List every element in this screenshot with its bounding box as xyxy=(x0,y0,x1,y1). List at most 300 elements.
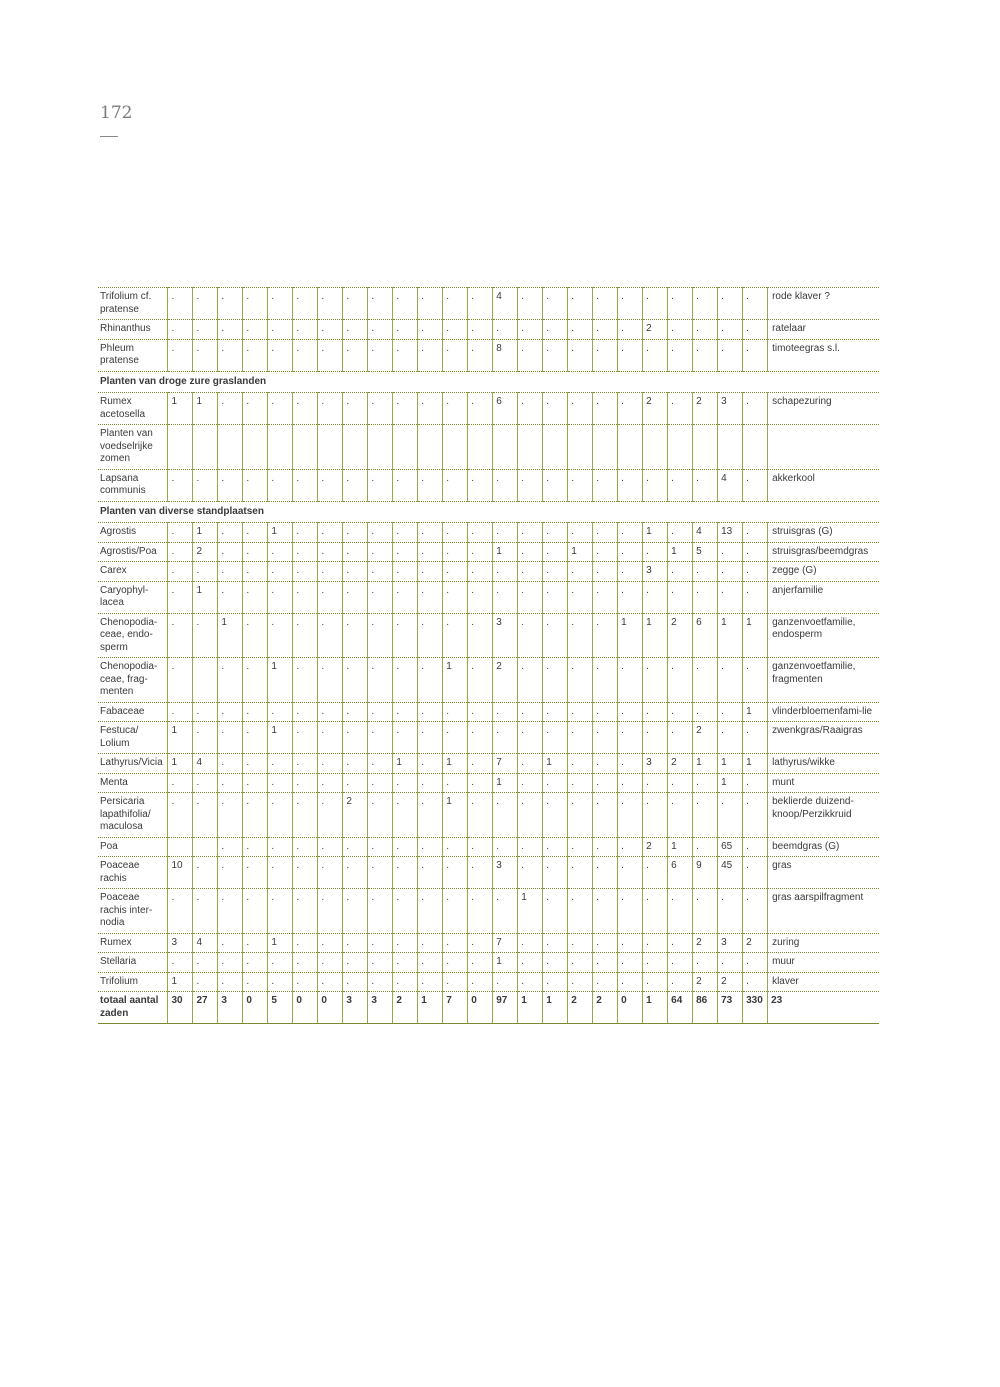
count-cell: . xyxy=(218,857,243,889)
count-cell: . xyxy=(468,933,493,953)
count-cell: . xyxy=(693,562,718,582)
count-cell: . xyxy=(593,393,618,425)
count-cell: . xyxy=(368,837,393,857)
count-cell: . xyxy=(393,339,418,371)
count-cell: . xyxy=(368,469,393,501)
count-cell: . xyxy=(293,857,318,889)
count-cell: . xyxy=(618,857,643,889)
dutch-name: zegge (G) xyxy=(768,562,879,582)
taxon-label: Rumex acetosella xyxy=(98,393,168,425)
taxon-label: Poaceae rachis xyxy=(98,857,168,889)
count-cell: . xyxy=(368,562,393,582)
count-cell: . xyxy=(368,320,393,340)
count-cell: . xyxy=(318,953,343,973)
count-cell: . xyxy=(268,339,293,371)
count-cell: 45 xyxy=(718,857,743,889)
count-cell: . xyxy=(518,933,543,953)
count-cell: . xyxy=(593,562,618,582)
count-cell: . xyxy=(193,972,218,992)
count-cell: . xyxy=(218,542,243,562)
count-cell: . xyxy=(543,613,568,658)
count-cell xyxy=(568,425,593,470)
count-cell: . xyxy=(443,837,468,857)
count-cell: . xyxy=(318,754,343,774)
count-cell: 1 xyxy=(168,754,193,774)
taxon-label: Agrostis/Poa xyxy=(98,542,168,562)
count-cell: . xyxy=(443,469,468,501)
count-cell: . xyxy=(743,837,768,857)
count-cell: 23 xyxy=(768,992,879,1024)
count-cell: 0 xyxy=(243,992,268,1024)
count-cell: 4 xyxy=(193,754,218,774)
count-cell: . xyxy=(468,972,493,992)
count-cell: 1 xyxy=(168,393,193,425)
count-cell: . xyxy=(418,288,443,320)
count-cell: 2 xyxy=(568,992,593,1024)
count-cell: . xyxy=(518,793,543,838)
count-cell: . xyxy=(493,320,518,340)
dutch-name: ganzenvoetfamilie, fragmenten xyxy=(768,658,879,703)
count-cell: . xyxy=(243,889,268,934)
count-cell: . xyxy=(293,933,318,953)
count-cell: 1 xyxy=(743,702,768,722)
count-cell: . xyxy=(393,613,418,658)
count-cell: . xyxy=(243,953,268,973)
count-cell: . xyxy=(743,889,768,934)
count-cell: . xyxy=(468,613,493,658)
taxon-label: Chenopodia-ceae, frag-menten xyxy=(98,658,168,703)
count-cell: . xyxy=(643,702,668,722)
count-cell: 1 xyxy=(668,837,693,857)
count-cell: . xyxy=(343,469,368,501)
count-cell: 1 xyxy=(568,542,593,562)
count-cell: . xyxy=(518,469,543,501)
count-cell: . xyxy=(543,393,568,425)
count-cell: . xyxy=(618,953,643,973)
count-cell: 86 xyxy=(693,992,718,1024)
count-cell: . xyxy=(318,613,343,658)
count-cell: . xyxy=(368,702,393,722)
count-cell: . xyxy=(543,933,568,953)
dutch-name: lathyrus/wikke xyxy=(768,754,879,774)
count-cell xyxy=(718,425,743,470)
table-row xyxy=(98,754,879,774)
taxon-label: Rumex xyxy=(98,933,168,953)
taxon-label: Poa xyxy=(98,837,168,857)
dutch-name: timoteegras s.l. xyxy=(768,339,879,371)
count-cell: 1 xyxy=(718,754,743,774)
count-cell: 1 xyxy=(193,393,218,425)
count-cell: . xyxy=(293,658,318,703)
count-cell: . xyxy=(718,889,743,934)
count-cell: . xyxy=(368,889,393,934)
count-cell: 6 xyxy=(693,613,718,658)
count-cell: . xyxy=(743,793,768,838)
count-cell: . xyxy=(718,722,743,754)
count-cell: . xyxy=(518,523,543,543)
count-cell: . xyxy=(743,523,768,543)
count-cell: . xyxy=(268,857,293,889)
count-cell: . xyxy=(518,658,543,703)
count-cell: . xyxy=(493,889,518,934)
count-cell: 65 xyxy=(718,837,743,857)
count-cell: 2 xyxy=(693,972,718,992)
count-cell: . xyxy=(343,857,368,889)
count-cell: . xyxy=(243,837,268,857)
taxon-label: Caryophyl-lacea xyxy=(98,581,168,613)
count-cell: . xyxy=(193,889,218,934)
count-cell xyxy=(193,658,218,703)
count-cell: . xyxy=(543,857,568,889)
count-cell: . xyxy=(643,773,668,793)
taxon-label: Festuca/ Lolium xyxy=(98,722,168,754)
count-cell xyxy=(268,425,293,470)
count-cell: . xyxy=(643,722,668,754)
count-cell: . xyxy=(518,339,543,371)
count-cell: 2 xyxy=(593,992,618,1024)
count-cell: . xyxy=(243,288,268,320)
count-cell: . xyxy=(393,953,418,973)
count-cell: 5 xyxy=(268,992,293,1024)
dutch-name: beemdgras (G) xyxy=(768,837,879,857)
count-cell: . xyxy=(518,542,543,562)
count-cell: . xyxy=(643,972,668,992)
dutch-name: ratelaar xyxy=(768,320,879,340)
taxon-label: Poaceae rachis inter-nodia xyxy=(98,889,168,934)
table-row xyxy=(98,972,879,992)
count-cell: . xyxy=(668,658,693,703)
taxon-label: Lathyrus/Vicia xyxy=(98,754,168,774)
count-cell: . xyxy=(593,972,618,992)
count-cell: . xyxy=(443,933,468,953)
count-cell: 2 xyxy=(643,320,668,340)
count-cell: . xyxy=(618,469,643,501)
count-cell: . xyxy=(243,542,268,562)
taxon-label: Trifolium cf. pratense xyxy=(98,288,168,320)
count-cell: . xyxy=(418,581,443,613)
table-row xyxy=(98,288,879,320)
count-cell xyxy=(243,425,268,470)
count-cell: . xyxy=(543,658,568,703)
count-cell: 3 xyxy=(493,857,518,889)
count-cell: . xyxy=(618,837,643,857)
count-cell: . xyxy=(668,953,693,973)
count-cell: 1 xyxy=(643,613,668,658)
count-cell: . xyxy=(368,754,393,774)
count-cell: . xyxy=(193,320,218,340)
count-cell xyxy=(543,425,568,470)
count-cell: . xyxy=(568,581,593,613)
count-cell: 3 xyxy=(718,933,743,953)
count-cell: . xyxy=(718,320,743,340)
count-cell xyxy=(193,837,218,857)
count-cell: 1 xyxy=(268,933,293,953)
count-cell: . xyxy=(368,523,393,543)
count-cell: . xyxy=(568,469,593,501)
count-cell: . xyxy=(668,722,693,754)
count-cell: . xyxy=(393,889,418,934)
count-cell: . xyxy=(693,889,718,934)
taxon-label: Planten van voedselrijke zomen xyxy=(98,425,168,470)
count-cell: . xyxy=(218,339,243,371)
count-cell: . xyxy=(268,613,293,658)
count-cell: . xyxy=(468,857,493,889)
count-cell: . xyxy=(418,523,443,543)
count-cell: . xyxy=(568,754,593,774)
count-cell: . xyxy=(668,933,693,953)
count-cell: . xyxy=(243,613,268,658)
count-cell: . xyxy=(568,393,593,425)
dutch-name: struisgras (G) xyxy=(768,523,879,543)
count-cell: . xyxy=(168,658,193,703)
count-cell: 1 xyxy=(518,889,543,934)
count-cell: . xyxy=(343,837,368,857)
count-cell: . xyxy=(543,793,568,838)
count-cell: . xyxy=(668,320,693,340)
count-cell: . xyxy=(568,320,593,340)
count-cell: . xyxy=(393,320,418,340)
count-cell: . xyxy=(718,288,743,320)
count-cell: . xyxy=(568,857,593,889)
count-cell: 3 xyxy=(218,992,243,1024)
count-cell: . xyxy=(743,581,768,613)
count-cell: . xyxy=(168,469,193,501)
count-cell: . xyxy=(443,889,468,934)
count-cell: . xyxy=(393,542,418,562)
count-cell: . xyxy=(493,523,518,543)
count-cell: 4 xyxy=(693,523,718,543)
count-cell: . xyxy=(318,339,343,371)
count-cell: . xyxy=(343,722,368,754)
count-cell: . xyxy=(568,793,593,838)
count-cell: 1 xyxy=(718,773,743,793)
count-cell: . xyxy=(468,339,493,371)
count-cell: . xyxy=(293,613,318,658)
count-cell: . xyxy=(318,469,343,501)
count-cell: 3 xyxy=(168,933,193,953)
count-cell: . xyxy=(443,393,468,425)
count-cell: 7 xyxy=(493,754,518,774)
count-cell: 2 xyxy=(668,613,693,658)
count-cell: . xyxy=(418,658,443,703)
page-number: 172 xyxy=(100,103,133,123)
count-cell: . xyxy=(343,542,368,562)
count-cell: 10 xyxy=(168,857,193,889)
count-cell: . xyxy=(218,562,243,582)
count-cell: 2 xyxy=(743,933,768,953)
count-cell: . xyxy=(618,754,643,774)
dutch-name: akkerkool xyxy=(768,469,879,501)
count-cell xyxy=(643,425,668,470)
count-cell: . xyxy=(368,288,393,320)
count-cell: . xyxy=(393,702,418,722)
count-cell: . xyxy=(343,523,368,543)
count-cell: . xyxy=(293,754,318,774)
count-cell: . xyxy=(693,469,718,501)
count-cell: . xyxy=(668,523,693,543)
count-cell: 2 xyxy=(493,658,518,703)
count-cell: . xyxy=(443,857,468,889)
count-cell: . xyxy=(418,393,443,425)
count-cell: . xyxy=(218,933,243,953)
count-cell: . xyxy=(368,953,393,973)
count-cell: . xyxy=(643,339,668,371)
count-cell: . xyxy=(518,320,543,340)
count-cell: . xyxy=(568,972,593,992)
count-cell: . xyxy=(518,972,543,992)
count-cell: . xyxy=(393,562,418,582)
count-cell: . xyxy=(568,773,593,793)
count-cell: 2 xyxy=(693,393,718,425)
count-cell: . xyxy=(218,469,243,501)
count-cell: . xyxy=(293,722,318,754)
count-cell: 1 xyxy=(443,793,468,838)
taxon-label: Lapsana communis xyxy=(98,469,168,501)
count-cell: . xyxy=(218,393,243,425)
count-cell: . xyxy=(618,523,643,543)
count-cell: . xyxy=(518,288,543,320)
count-cell: 6 xyxy=(668,857,693,889)
count-cell: . xyxy=(168,288,193,320)
count-cell: . xyxy=(468,658,493,703)
count-cell: . xyxy=(418,857,443,889)
count-cell: . xyxy=(218,523,243,543)
table-row xyxy=(98,523,879,543)
count-cell: . xyxy=(243,773,268,793)
count-cell: . xyxy=(293,889,318,934)
count-cell: . xyxy=(468,320,493,340)
count-cell: . xyxy=(243,523,268,543)
count-cell: 3 xyxy=(368,992,393,1024)
count-cell: . xyxy=(343,562,368,582)
count-cell: . xyxy=(393,722,418,754)
count-cell: 8 xyxy=(493,339,518,371)
count-cell: . xyxy=(218,288,243,320)
count-cell: . xyxy=(218,837,243,857)
count-cell: . xyxy=(743,658,768,703)
count-cell: . xyxy=(268,469,293,501)
count-cell: . xyxy=(368,857,393,889)
table-row xyxy=(98,320,879,340)
count-cell: . xyxy=(193,857,218,889)
count-cell: . xyxy=(693,793,718,838)
count-cell: . xyxy=(368,542,393,562)
count-cell: . xyxy=(568,953,593,973)
count-cell xyxy=(743,425,768,470)
count-cell: . xyxy=(593,754,618,774)
count-cell: . xyxy=(268,581,293,613)
dutch-name: schapezuring xyxy=(768,393,879,425)
count-cell: . xyxy=(518,722,543,754)
count-cell: . xyxy=(443,773,468,793)
count-cell: . xyxy=(743,339,768,371)
count-cell: . xyxy=(518,613,543,658)
count-cell: . xyxy=(643,933,668,953)
table-row xyxy=(98,857,879,889)
count-cell: . xyxy=(668,339,693,371)
count-cell: . xyxy=(318,393,343,425)
count-cell: . xyxy=(693,288,718,320)
count-cell: 2 xyxy=(393,992,418,1024)
count-cell: . xyxy=(368,581,393,613)
count-cell: . xyxy=(668,469,693,501)
count-cell: . xyxy=(643,889,668,934)
count-cell xyxy=(193,425,218,470)
count-cell: . xyxy=(418,702,443,722)
dutch-name: rode klaver ? xyxy=(768,288,879,320)
count-cell: . xyxy=(318,837,343,857)
count-cell: 3 xyxy=(493,613,518,658)
taxon-label: Trifolium xyxy=(98,972,168,992)
count-cell: . xyxy=(618,722,643,754)
count-cell: . xyxy=(268,542,293,562)
count-cell: . xyxy=(668,562,693,582)
count-cell: . xyxy=(593,581,618,613)
count-cell: . xyxy=(268,288,293,320)
count-cell xyxy=(218,425,243,470)
dutch-name: zuring xyxy=(768,933,879,953)
count-cell: . xyxy=(243,972,268,992)
count-cell: 3 xyxy=(643,754,668,774)
count-cell: 1 xyxy=(268,658,293,703)
count-cell: 6 xyxy=(493,393,518,425)
count-cell: . xyxy=(593,722,618,754)
count-cell: 64 xyxy=(668,992,693,1024)
count-cell: . xyxy=(443,542,468,562)
count-cell: . xyxy=(443,722,468,754)
count-cell: 1 xyxy=(618,613,643,658)
count-cell: . xyxy=(268,754,293,774)
count-cell xyxy=(368,425,393,470)
dutch-name: gras xyxy=(768,857,879,889)
count-cell: . xyxy=(293,793,318,838)
count-cell: 4 xyxy=(193,933,218,953)
count-cell xyxy=(468,425,493,470)
table-row xyxy=(98,581,879,613)
count-cell: . xyxy=(593,339,618,371)
count-cell: . xyxy=(393,393,418,425)
count-cell: . xyxy=(568,339,593,371)
count-cell: . xyxy=(593,320,618,340)
count-cell: . xyxy=(193,562,218,582)
count-cell: . xyxy=(393,469,418,501)
count-cell: . xyxy=(243,754,268,774)
count-cell: . xyxy=(443,288,468,320)
count-cell: 2 xyxy=(643,393,668,425)
count-cell: 30 xyxy=(168,992,193,1024)
table-row xyxy=(98,793,879,838)
dutch-name: gras aarspilfragment xyxy=(768,889,879,934)
taxon-label: Menta xyxy=(98,773,168,793)
count-cell: . xyxy=(393,793,418,838)
count-cell: 7 xyxy=(443,992,468,1024)
count-cell: . xyxy=(518,581,543,613)
count-cell: . xyxy=(643,542,668,562)
count-cell: . xyxy=(643,469,668,501)
count-cell: . xyxy=(518,393,543,425)
count-cell xyxy=(518,425,543,470)
count-cell: . xyxy=(693,773,718,793)
count-cell: . xyxy=(618,562,643,582)
table-row xyxy=(98,953,879,973)
count-cell: . xyxy=(318,889,343,934)
count-cell: . xyxy=(593,469,618,501)
count-cell: 2 xyxy=(343,793,368,838)
count-cell: . xyxy=(568,562,593,582)
section-title: Planten van diverse standplaatsen xyxy=(98,501,879,523)
count-cell: 1 xyxy=(493,953,518,973)
count-cell: . xyxy=(243,933,268,953)
